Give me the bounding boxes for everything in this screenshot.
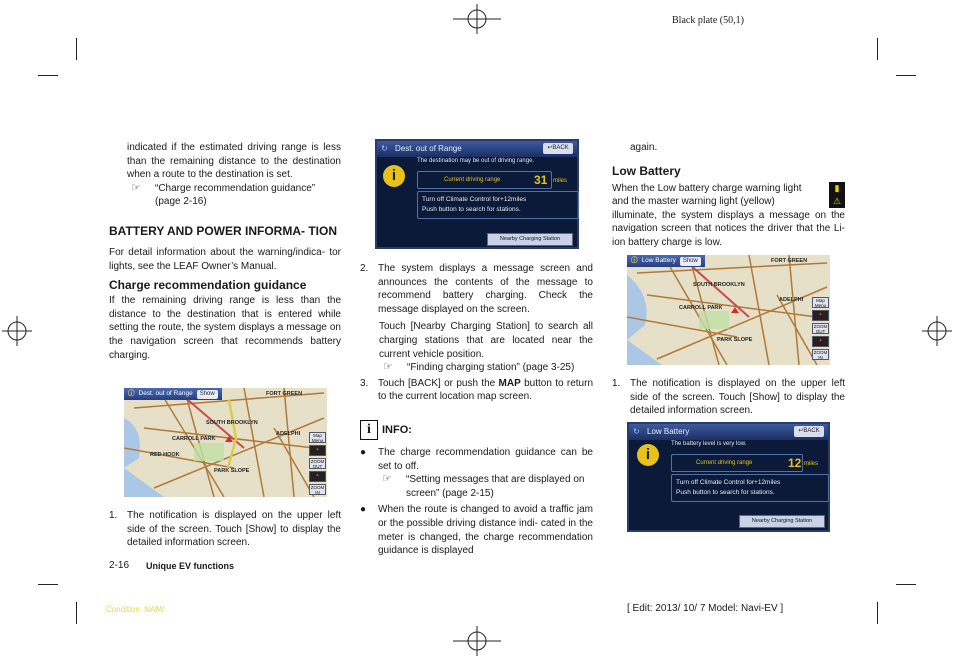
book-reference-icon: ☞	[131, 181, 141, 194]
registration-mark-icon	[453, 626, 501, 656]
screen-title: Low Battery	[647, 427, 690, 436]
reference-link[interactable]: “Charge recommendation guidance” (page 2-16)	[155, 182, 316, 208]
step-number: 1.	[612, 378, 621, 389]
step-text: The notification is displayed on the upper left side of the screen. Touch [Show] to display the detailed information screen.	[127, 510, 341, 549]
show-button[interactable]: Show	[197, 390, 218, 399]
range-value: 31	[534, 173, 548, 187]
map-label: PARK SLOPE	[214, 468, 250, 474]
step-number: 2.	[360, 263, 369, 274]
tip-text: Turn off Climate Control for+12miles	[676, 479, 781, 486]
compass-icon[interactable]: ▲	[812, 310, 829, 321]
registration-mark-icon	[922, 316, 952, 346]
book-reference-icon: ☞	[382, 473, 392, 486]
map-label: ADELPHI	[276, 431, 301, 437]
compass-icon[interactable]: ▲	[309, 445, 326, 456]
map-label: SOUTH BROOKLYN	[693, 282, 745, 288]
nearby-charging-station-button[interactable]: Nearby Charging Station	[739, 515, 825, 528]
map-notification-bar	[627, 255, 705, 267]
info-icon: i	[383, 165, 405, 187]
step-1	[109, 509, 341, 550]
map-menu-button[interactable]: Map Menu	[309, 432, 326, 443]
back-arrow-icon: ↻	[381, 144, 388, 153]
crop-mark	[896, 584, 916, 585]
step-text: The notification is displayed on the upper left side of the screen. Touch [Show] to display the detailed information screen.	[630, 378, 845, 417]
footer-section: Unique EV functions	[146, 561, 235, 571]
info-icon: ⓘ	[631, 257, 638, 264]
crop-mark	[38, 584, 58, 585]
notification-title: Dest. out of Range	[138, 390, 193, 397]
map-label: FORT GREEN	[266, 391, 303, 397]
range-label: Current driving range	[444, 177, 501, 183]
zoom-out-button[interactable]: ZOOM OUT	[813, 324, 828, 334]
show-button[interactable]: Show	[680, 257, 701, 266]
master-warning-icon: ⚠	[829, 195, 845, 208]
range-box	[417, 171, 552, 189]
message-screen-range	[375, 139, 579, 249]
map-label: FORT GREEN	[771, 258, 808, 264]
map-menu-button[interactable]: Map Menu	[812, 297, 829, 308]
range-unit: miles	[553, 178, 568, 184]
tips-box	[671, 474, 829, 502]
footer-page-number: 2-16	[109, 560, 130, 571]
book-reference-icon: ☞	[383, 361, 393, 374]
tip-text: Turn off Climate Control for+12miles	[422, 196, 527, 203]
intro-text: indicated if the estimated driving range is less than the remaining distance to the destination when a route to the destination is set.	[127, 142, 341, 181]
map-label: CARROLL PARK	[679, 305, 723, 311]
map-label: SOUTH BROOKLYN	[206, 420, 258, 426]
step-1-low-battery	[612, 377, 845, 418]
condition-label: Condition: NAM/	[106, 605, 165, 614]
step-number: 3.	[360, 377, 369, 389]
screen-title: Dest. out of Range	[395, 144, 462, 153]
message-screen-low-battery	[627, 422, 830, 532]
map-label: CARROLL PARK	[172, 436, 216, 442]
section-title: BATTERY AND POWER INFORMA- TION	[109, 223, 337, 238]
low-battery-text-line: and the master warning light (yellow) ⚠	[612, 195, 845, 209]
screen-message: The battery level is very low.	[671, 441, 747, 447]
bullet: ●	[360, 504, 367, 516]
back-button[interactable]: ↩BACK	[543, 143, 573, 154]
crop-mark	[76, 38, 77, 60]
bullet: ●	[360, 446, 367, 458]
zoom-in-button[interactable]: ZOOM IN	[310, 485, 325, 495]
step-text: The system displays a message screen and announces the contents of the message to recommend battery charging. Check the message displayed on the screen.	[378, 263, 593, 315]
registration-mark-icon	[2, 316, 32, 346]
map-label: RED HOOK	[150, 452, 180, 458]
step-subtext: Touch [Nearby Charging Station] to search all charging stations that are located near the current vehicle position.	[379, 321, 593, 360]
back-button[interactable]: ↩BACK	[794, 426, 824, 437]
zoom-in-button[interactable]: ZOOM IN	[813, 350, 828, 360]
subsection-title: Charge recommendation guidance	[109, 278, 307, 293]
column-1	[109, 141, 341, 362]
map-notification-bar	[124, 388, 222, 400]
compass-icon[interactable]: ▲	[812, 336, 829, 347]
crop-mark	[877, 602, 878, 624]
low-battery-text-line: When the Low battery charge warning light ▮	[612, 182, 845, 196]
edit-info: [ Edit: 2013/ 10/ 7 Model: Navi-EV ]	[627, 603, 784, 614]
battery-warning-icon: ▮	[829, 182, 845, 195]
step-number: 1.	[109, 510, 118, 521]
info-icon: ⓘ	[128, 390, 135, 397]
continued-text: again.	[630, 142, 658, 153]
range-unit: miles	[804, 461, 819, 467]
info-heading: i INFO:	[360, 420, 593, 440]
range-box	[671, 454, 803, 472]
nearby-charging-station-button[interactable]: Nearby Charging Station	[487, 233, 573, 246]
section-text: For detail information about the warning/indica- tor lights, see the LEAF Owner’s Manual.	[109, 246, 341, 272]
registration-mark-icon	[453, 4, 501, 34]
crop-mark	[38, 75, 58, 76]
reference-link[interactable]: “Finding charging station” (page 3-25)	[407, 362, 575, 374]
range-label: Current driving range	[696, 460, 753, 466]
plate-label: Black plate (50,1)	[672, 15, 744, 26]
map-label: ADELPHI	[779, 297, 804, 303]
map-screen-low-battery	[627, 255, 830, 365]
crop-mark	[896, 75, 916, 76]
column-2	[360, 262, 593, 558]
screen-message: The destination may be out of driving range.	[417, 158, 535, 164]
info-text: The charge recommendation guidance can be set to off.	[378, 446, 593, 472]
back-arrow-icon: ↻	[633, 427, 640, 436]
map-label: PARK SLOPE	[717, 337, 753, 343]
range-value: 12	[788, 456, 802, 470]
low-battery-text: illuminate, the system displays a message on the navigation screen that notices the driver that the Li-ion battery charge is low.	[612, 209, 845, 248]
notification-title: Low Battery	[641, 257, 676, 264]
tip-text: Push button to search for stations.	[676, 489, 775, 496]
crop-mark	[76, 602, 77, 624]
low-battery-heading: Low Battery	[612, 163, 681, 178]
info-icon: i	[360, 420, 378, 440]
back-arrow-icon: ↩	[547, 145, 553, 151]
column-3	[612, 141, 845, 250]
info-text: When the route is changed to avoid a traffic jam or the possible driving distance indi- cated in the meter is changed, the charge recommendation guidance is displayed	[378, 504, 593, 557]
reference-link[interactable]: “Setting messages that are displayed on screen” (page 2-15)	[406, 474, 585, 499]
map-screen-range	[124, 388, 327, 497]
compass-icon[interactable]: ▲	[309, 471, 326, 482]
zoom-out-button[interactable]: ZOOM OUT	[310, 459, 325, 469]
step-text: Touch [BACK] or push the MAP button to return to the current location map screen.	[378, 377, 593, 403]
crop-mark	[877, 38, 878, 60]
info-icon: i	[637, 444, 659, 466]
tips-box	[417, 191, 579, 219]
tip-text: Push button to search for stations.	[422, 206, 521, 213]
back-arrow-icon: ↩	[798, 428, 804, 434]
subsection-text: If the remaining driving range is less than the distance to the destination that is entered while setting the route, the system displays a message on the navigation screen that recommends battery charging.	[109, 295, 341, 361]
